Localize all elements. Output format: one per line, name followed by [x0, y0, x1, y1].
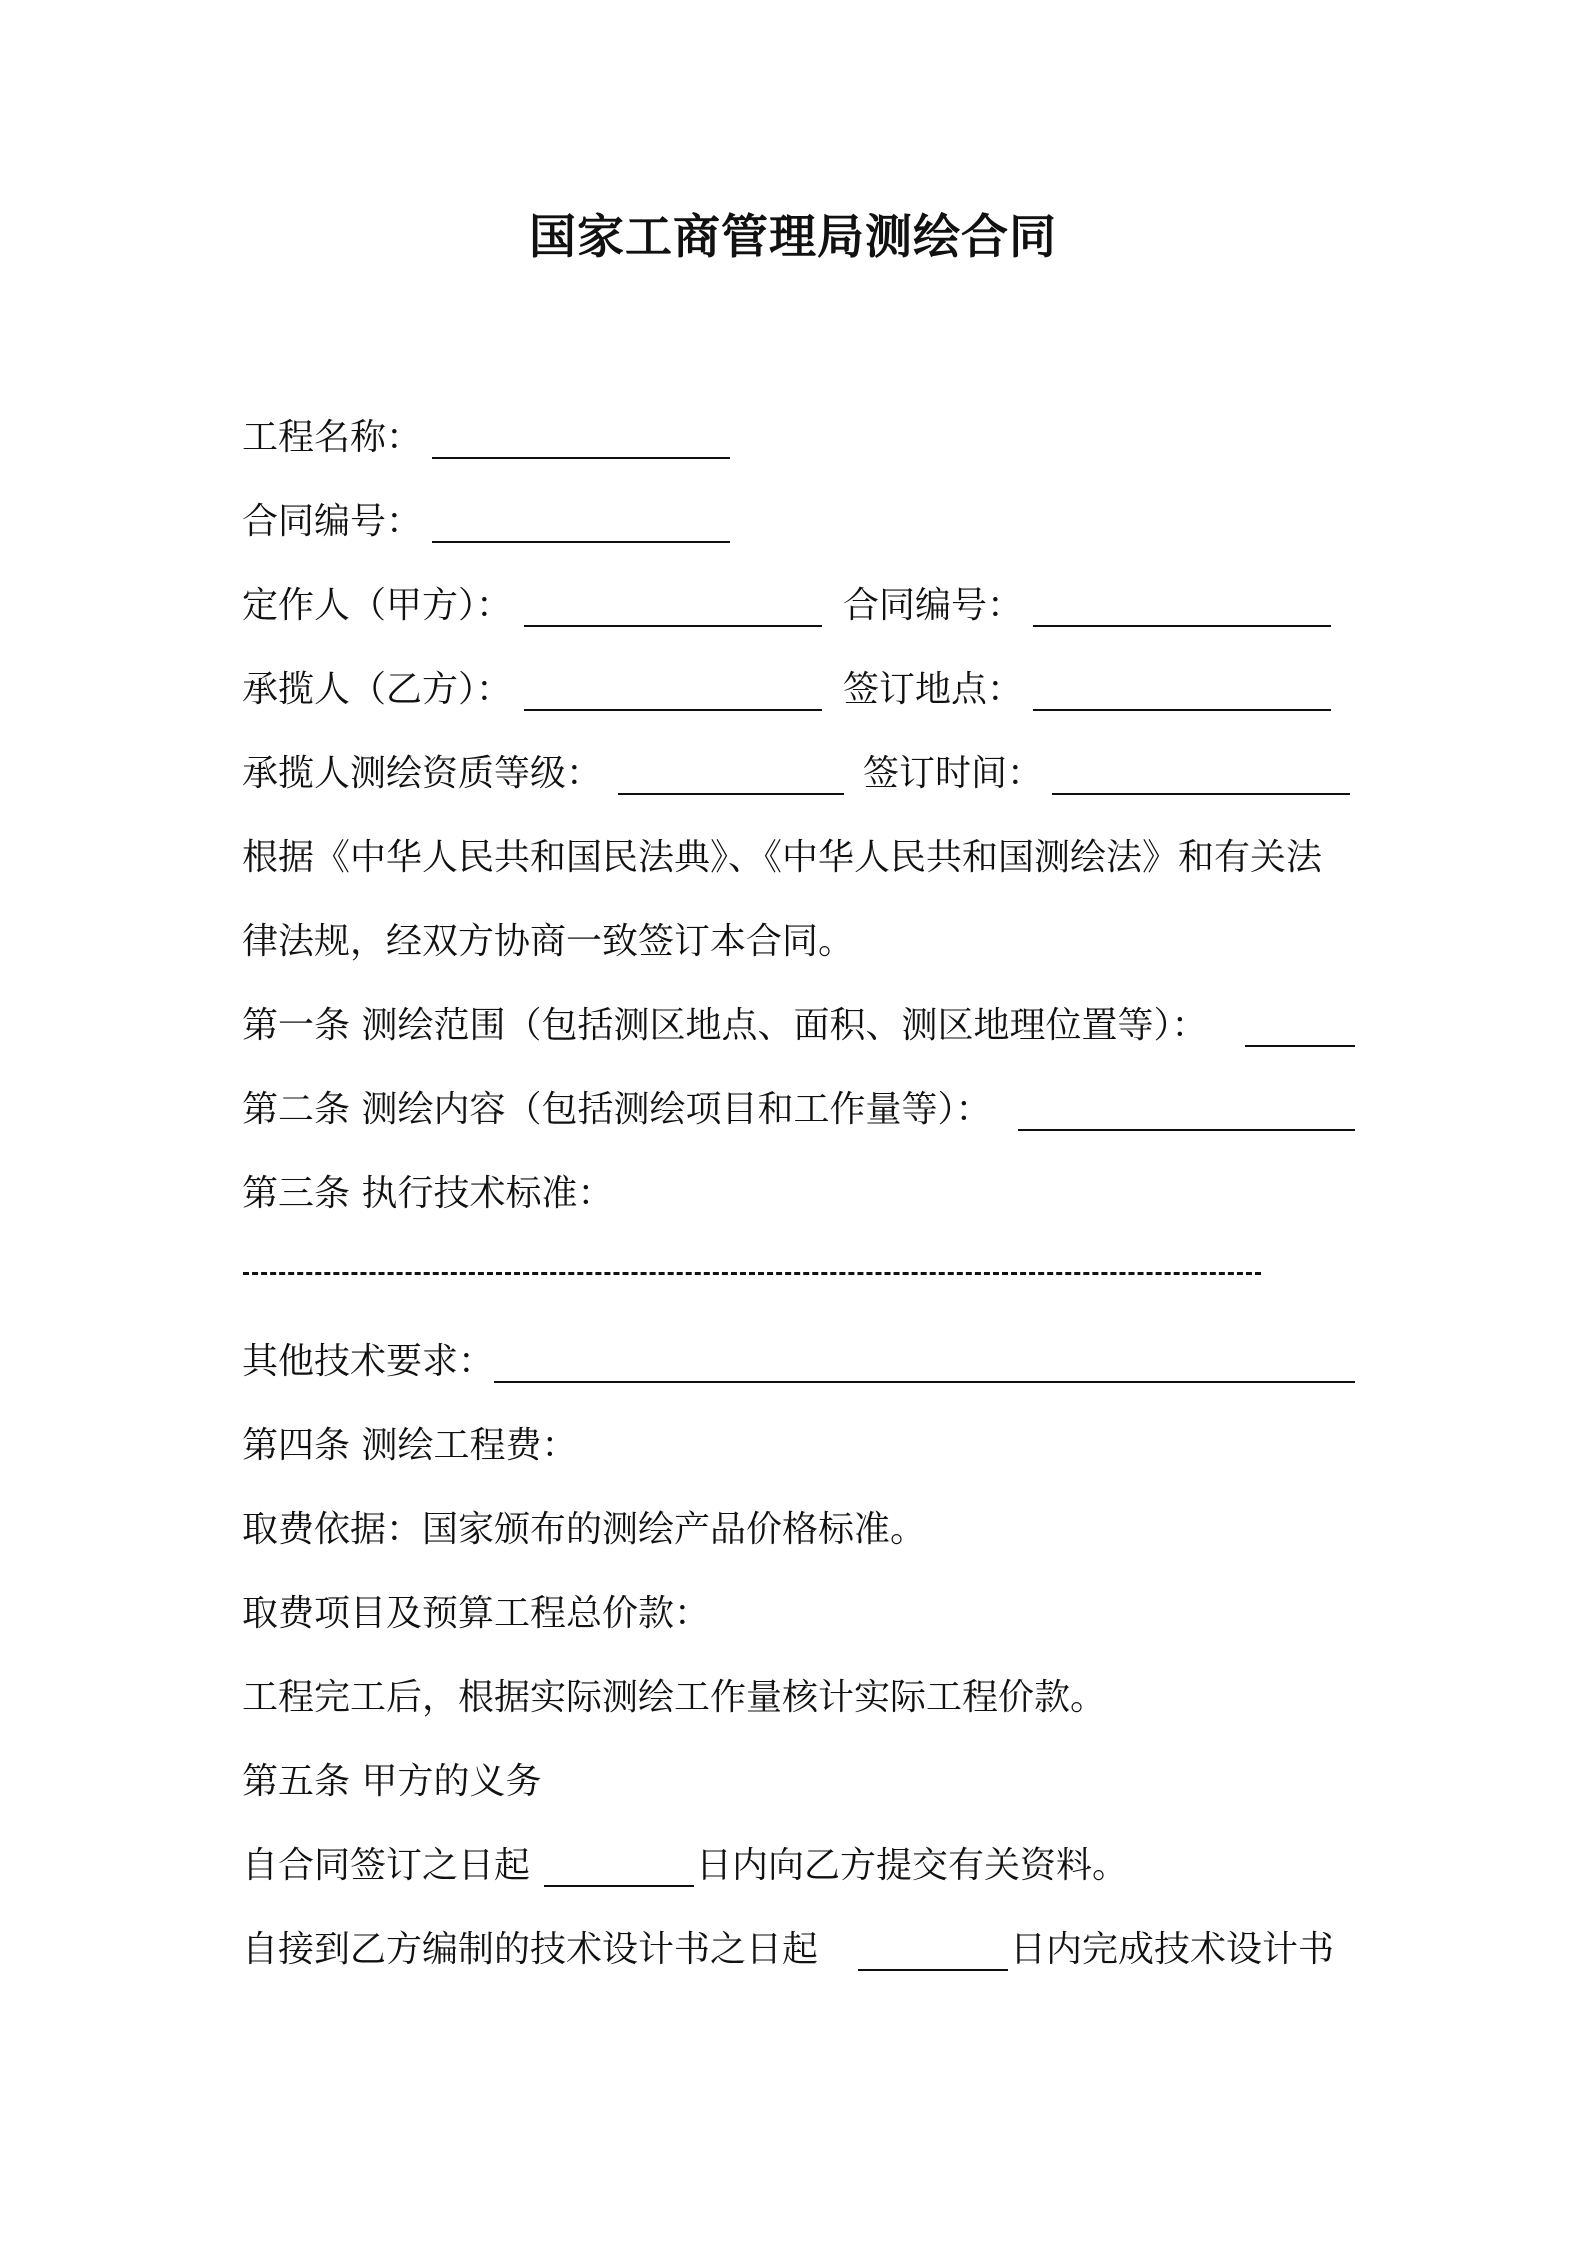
article-1-blank[interactable] [1245, 1045, 1355, 1047]
party-a-label: 定作人（甲方）： [242, 585, 513, 626]
fee-items: 取费项目及预算工程总价款： [242, 1593, 711, 1634]
article-5: 第五条 甲方的义务 [242, 1761, 542, 1802]
sign-time-blank[interactable] [1052, 793, 1350, 795]
article-1: 第一条 测绘范围（包括测区地点、面积、测区地理位置等）： [242, 1005, 1208, 1046]
project-name-label: 工程名称： [242, 417, 423, 458]
sign-time-label: 签订时间： [863, 753, 1044, 794]
qualification-label: 承揽人测绘资质等级： [242, 753, 603, 794]
document-title: 国家工商管理局测绘合同 [529, 210, 1057, 265]
qualification-blank[interactable] [618, 793, 844, 795]
party-b-blank[interactable] [524, 709, 822, 711]
duty-1 [242, 1842, 530, 1890]
contract-number-blank[interactable] [432, 541, 730, 543]
fee-basis: 取费依据：国家颁布的测绘产品价格标准。 [242, 1509, 927, 1550]
project-name-blank[interactable] [432, 457, 730, 459]
article-2: 第二条 测绘内容（包括测绘项目和工作量等）： [242, 1089, 992, 1130]
party-b-label: 承揽人（乙方）： [242, 669, 513, 710]
sign-place-label: 签订地点： [843, 669, 1024, 710]
duty-2-blank[interactable] [858, 1969, 1008, 1971]
contract-number-2-blank[interactable] [1033, 625, 1331, 627]
completion-note: 工程完工后，根据实际测绘工作量核计实际工程价款。 [242, 1677, 1107, 1718]
contract-number-2-label: 合同编号： [843, 585, 1024, 626]
duty-1-blank[interactable] [544, 1885, 694, 1887]
party-a-blank[interactable] [524, 625, 822, 627]
duty-2 [242, 1926, 818, 1974]
contract-number-label: 合同编号： [242, 501, 423, 542]
other-tech-label: 其他技术要求： [242, 1341, 495, 1382]
duty-2-post: 日内完成技术设计书 [1010, 1929, 1335, 1970]
preamble-line-1: 根据《中华人民共和国民法典》、《中华人民共和国测绘法》和有关法 [242, 837, 1323, 878]
preamble-line-2: 律法规，经双方协商一致签订本合同。 [242, 921, 855, 962]
duty-2-pre: 自接到乙方编制的技术设计书之日起 [242, 1929, 819, 1970]
duty-1-post: 日内向乙方提交有关资料。 [696, 1845, 1129, 1886]
other-tech-blank[interactable] [494, 1381, 1355, 1383]
article-3: 第三条 执行技术标准： [242, 1173, 614, 1214]
article-3-dash-rule[interactable] [243, 1272, 1261, 1275]
article-4: 第四条 测绘工程费： [242, 1425, 578, 1466]
article-2-blank[interactable] [1018, 1129, 1355, 1131]
duty-1-pre: 自合同签订之日起 [242, 1845, 531, 1886]
sign-place-blank[interactable] [1033, 709, 1331, 711]
